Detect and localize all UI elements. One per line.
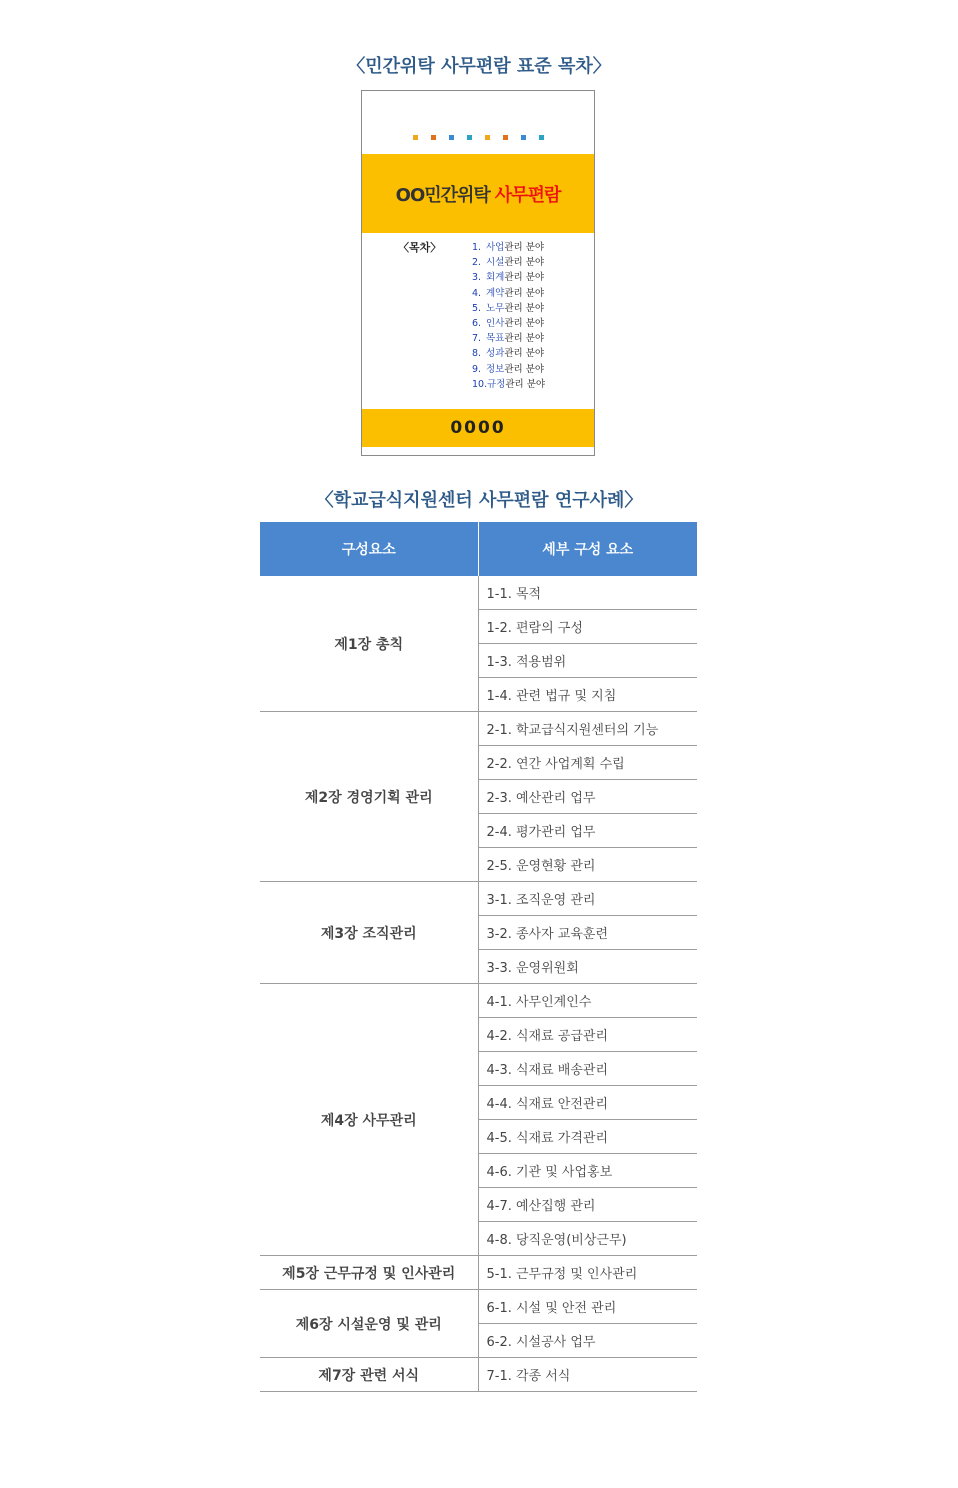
detail-cell: 4-6. 기관 및 사업홍보 [478, 1154, 697, 1188]
detail-cell: 3-2. 종사자 교육훈련 [478, 916, 697, 950]
toc-item-number: 6. [472, 318, 482, 330]
section-title-standard-toc: 〈민간위탁 사무편람 표준 목차〉 [347, 56, 611, 77]
toc-item [472, 301, 545, 316]
chapter-cell: 제2장 경영기획 관리 [260, 712, 478, 882]
detail-cell: 4-2. 식재료 공급관리 [478, 1018, 697, 1052]
detail-cell: 4-8. 당직운영(비상근무) [478, 1222, 697, 1256]
detail-cell: 1-1. 목적 [478, 576, 697, 610]
toc-item-number: 8. [472, 348, 482, 360]
toc-item-number: 5. [472, 302, 482, 314]
cover-footer: 0000 [362, 409, 594, 447]
decorative-dot [413, 135, 418, 140]
toc-item-rest: 관리 분야 [504, 287, 545, 299]
table-header-row [260, 522, 697, 576]
table-row [260, 882, 697, 916]
table-row [260, 1256, 697, 1290]
toc-item-key: 정보 [486, 363, 505, 375]
toc-item-rest: 관리 분야 [504, 272, 545, 284]
detail-cell: 2-1. 학교급식지원센터의 기능 [478, 712, 697, 746]
detail-cell: 1-3. 적용범위 [478, 644, 697, 678]
toc-list [472, 240, 545, 392]
toc-item-rest: 관리 분야 [504, 318, 545, 330]
detail-cell: 4-7. 예산집행 관리 [478, 1188, 697, 1222]
toc-item-number: 3. [472, 272, 482, 284]
detail-cell: 2-2. 연간 사업계획 수립 [478, 746, 697, 780]
decorative-dot [485, 135, 490, 140]
detail-cell: 4-3. 식재료 배송관리 [478, 1052, 697, 1086]
toc-item-rest: 관리 분야 [504, 333, 545, 345]
toc-item-key: 노무 [486, 302, 505, 314]
toc-item-rest: 관리 분야 [504, 348, 545, 360]
table-row [260, 576, 697, 610]
section-title-case-study: 〈학교급식지원센터 사무편람 연구사례〉 [315, 490, 643, 511]
detail-cell: 6-2. 시설공사 업무 [478, 1324, 697, 1358]
cover-title-band [362, 154, 594, 233]
decorative-dots [362, 135, 594, 140]
detail-cell: 1-4. 관련 법규 및 지침 [478, 678, 697, 712]
toc-item [472, 316, 545, 331]
booklet-cover [361, 90, 595, 456]
table-row [260, 984, 697, 1018]
toc-item [472, 362, 545, 377]
toc-item-key: 계약 [486, 287, 505, 299]
toc-item-rest: 관리 분야 [505, 378, 546, 390]
detail-cell: 6-1. 시설 및 안전 관리 [478, 1290, 697, 1324]
cover-title-black: OO민간위탁 [395, 184, 490, 206]
chapter-cell: 제3장 조직관리 [260, 882, 478, 984]
toc-item-key: 시설 [486, 257, 505, 269]
chapter-cell: 제1장 총칙 [260, 576, 478, 712]
toc-item [472, 255, 545, 270]
chapter-cell: 제4장 사무관리 [260, 984, 478, 1256]
table-row [260, 712, 697, 746]
detail-cell: 4-5. 식재료 가격관리 [478, 1120, 697, 1154]
decorative-dot [431, 135, 436, 140]
detail-cell: 2-4. 평가관리 업무 [478, 814, 697, 848]
toc-item-rest: 관리 분야 [504, 363, 545, 375]
chapter-cell: 제5장 근무규정 및 인사관리 [260, 1256, 478, 1290]
detail-cell: 2-3. 예산관리 업무 [478, 780, 697, 814]
table-row [260, 1358, 697, 1392]
toc-item-key: 성과 [486, 348, 505, 360]
toc-item [472, 331, 545, 346]
header-detail: 세부 구성 요소 [478, 522, 697, 576]
toc-item-rest: 관리 분야 [504, 257, 545, 269]
toc-item-number: 4. [472, 287, 482, 299]
toc-item-rest: 관리 분야 [504, 242, 545, 253]
toc-item [472, 240, 545, 255]
decorative-dot [521, 135, 526, 140]
toc-item-key: 인사 [486, 318, 505, 330]
table-body [260, 576, 697, 1392]
decorative-dot [467, 135, 472, 140]
detail-cell: 2-5. 운영현황 관리 [478, 848, 697, 882]
header-component: 구성요소 [260, 522, 478, 576]
decorative-dot [539, 135, 544, 140]
detail-cell: 4-1. 사무인계인수 [478, 984, 697, 1018]
toc-label: 〈목차〉 [398, 241, 442, 254]
detail-cell: 5-1. 근무규정 및 인사관리 [478, 1256, 697, 1290]
toc-item [472, 377, 545, 392]
toc-item-number: 9. [472, 363, 482, 375]
detail-cell: 1-2. 편람의 구성 [478, 610, 697, 644]
toc-item-number: 2. [472, 257, 482, 269]
detail-cell: 4-4. 식재료 안전관리 [478, 1086, 697, 1120]
toc-item-key: 사업 [486, 242, 505, 253]
cover-title-red: 사무편람 [494, 184, 561, 206]
toc-item-number: 1. [472, 242, 482, 253]
chapter-cell: 제7장 관련 서식 [260, 1358, 478, 1392]
decorative-dot [449, 135, 454, 140]
toc-item-number: 7. [472, 333, 482, 345]
toc-item-key: 목표 [486, 333, 505, 345]
toc-item [472, 346, 545, 361]
detail-cell: 3-3. 운영위원회 [478, 950, 697, 984]
toc-item-key: 규정 [487, 378, 506, 390]
decorative-dot [503, 135, 508, 140]
toc-item [472, 286, 545, 301]
detail-cell: 7-1. 각종 서식 [478, 1358, 697, 1392]
toc-item [472, 270, 545, 285]
table-row [260, 1290, 697, 1324]
toc-item-key: 회계 [486, 272, 505, 284]
toc-item-rest: 관리 분야 [504, 302, 545, 314]
chapter-cell: 제6장 시설운영 및 관리 [260, 1290, 478, 1358]
toc-item-number: 10. [472, 378, 488, 390]
detail-cell: 3-1. 조직운영 관리 [478, 882, 697, 916]
structure-table [260, 522, 697, 1392]
